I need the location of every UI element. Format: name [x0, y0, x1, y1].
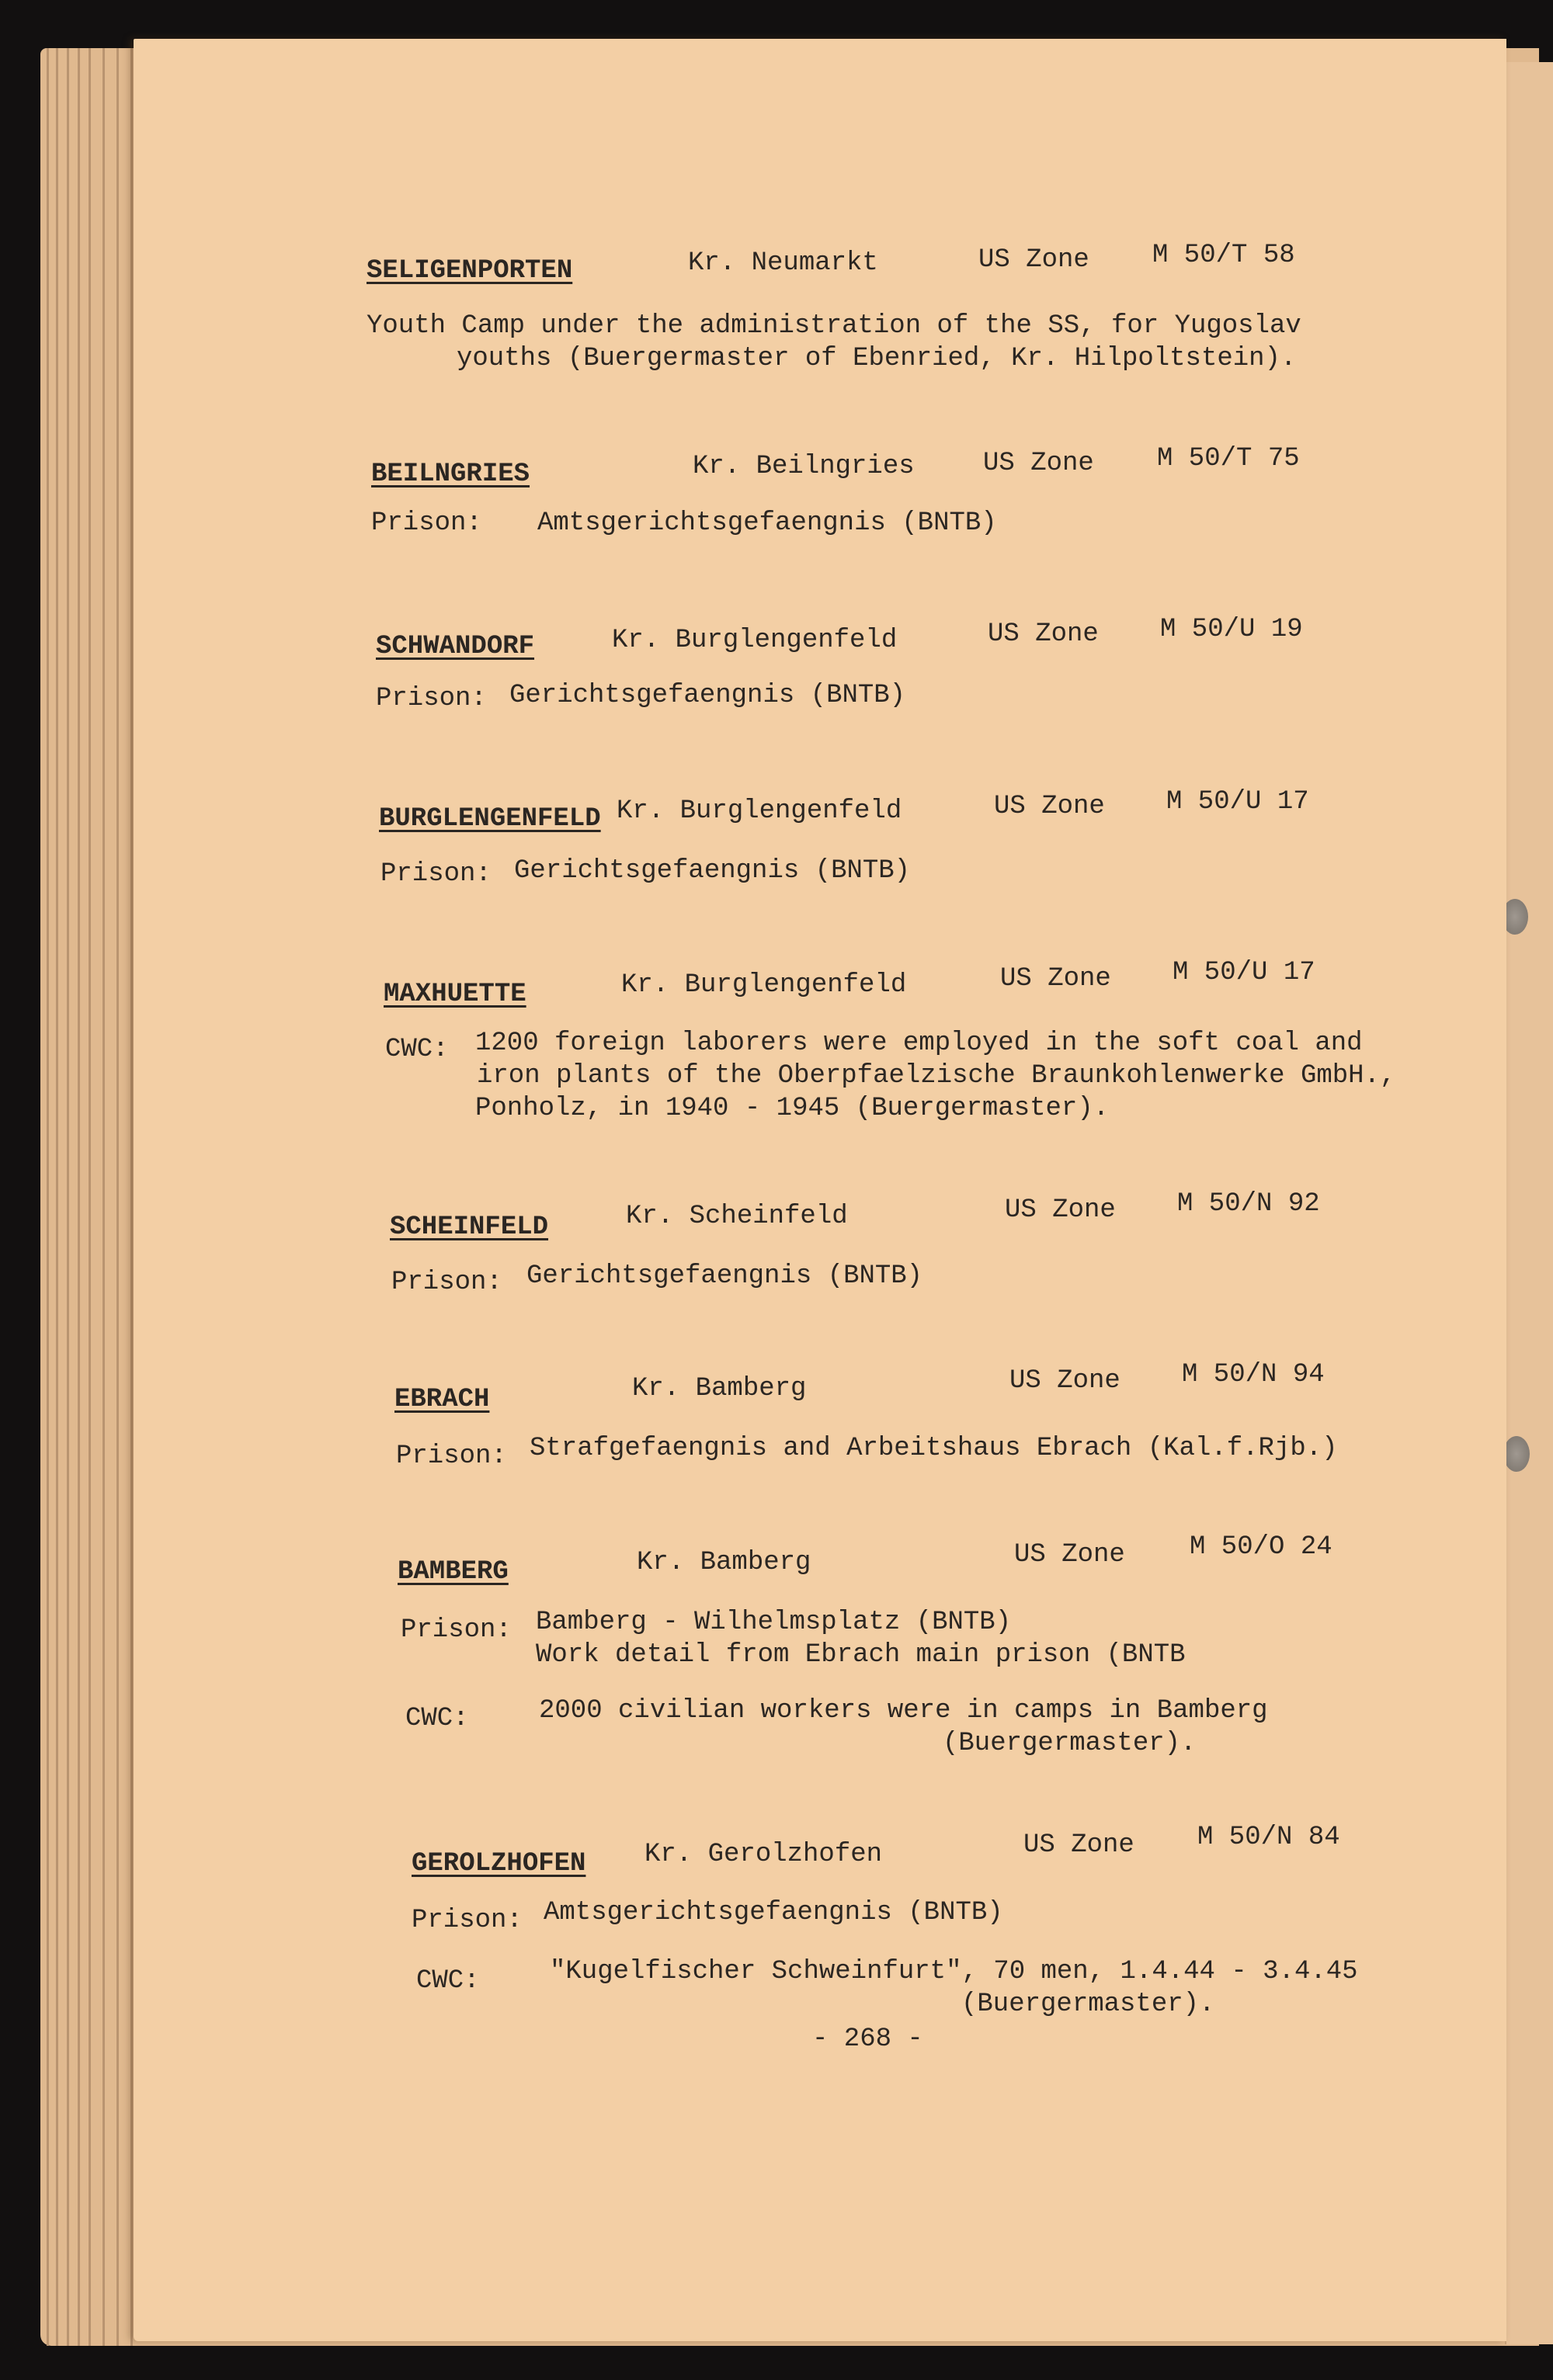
entry-zone: US Zone — [988, 619, 1099, 649]
entry-label: Prison: — [391, 1268, 502, 1297]
entry-kreis: Kr. Burglengenfeld — [621, 970, 907, 1000]
entry-text-line: Youth Camp under the administration of the SS, for Yugoslav — [367, 311, 1301, 341]
entry-zone: US Zone — [983, 449, 1094, 478]
entry-ref: M 50/U 19 — [1160, 615, 1303, 644]
entry-place: BAMBERG — [398, 1557, 509, 1587]
entry-zone: US Zone — [1009, 1366, 1120, 1396]
entry-place: SELIGENPORTEN — [367, 256, 573, 286]
entry-text-line: Gerichtsgefaengnis (BNTB) — [514, 856, 911, 886]
entry-label: Prison: — [371, 508, 482, 538]
entry-zone: US Zone — [1000, 964, 1111, 994]
entry-label: CWC: — [416, 1966, 480, 1996]
entry-text-line: 1200 foreign laborers were employed in the soft coal and — [475, 1029, 1363, 1058]
entry-label: Prison: — [396, 1442, 507, 1471]
entry-kreis: Kr. Gerolzhofen — [644, 1840, 883, 1869]
entry-place: BURGLENGENFELD — [379, 804, 601, 834]
entry-place: MAXHUETTE — [384, 980, 526, 1009]
entry-kreis: Kr. Beilngries — [693, 452, 915, 481]
entry-text-line: Work detail from Ebrach main prison (BNTB — [536, 1640, 1186, 1670]
entry-place: SCHWANDORF — [376, 632, 535, 661]
binder-hole — [1503, 1436, 1530, 1472]
entry-place: BEILNGRIES — [371, 460, 530, 489]
entry-kreis: Kr. Burglengenfeld — [612, 626, 898, 655]
entry-ref: M 50/O 24 — [1190, 1532, 1332, 1562]
entry-label: CWC: — [385, 1035, 449, 1064]
entry-ref: M 50/T 58 — [1152, 241, 1295, 270]
entry-zone: US Zone — [1014, 1540, 1125, 1570]
entry-ref: M 50/T 75 — [1157, 444, 1300, 474]
entry-text-line: youths (Buergermaster of Ebenried, Kr. Hilpoltstein). — [457, 344, 1297, 373]
entry-text-line: Strafgefaengnis and Arbeitshaus Ebrach (Kal.f.Rjb.) — [530, 1434, 1338, 1463]
entry-label: Prison: — [401, 1615, 512, 1645]
entry-zone: US Zone — [1005, 1195, 1116, 1225]
page-number: - 268 - — [812, 2024, 923, 2054]
entry-ref: M 50/N 92 — [1177, 1189, 1320, 1219]
entry-ref: M 50/U 17 — [1166, 787, 1309, 817]
entry-kreis: Kr. Burglengenfeld — [617, 796, 902, 826]
entry-text-line: Gerichtsgefaengnis (BNTB) — [526, 1261, 923, 1291]
entry-kreis: Kr. Neumarkt — [688, 248, 878, 278]
entry-text-line: (Buergermaster). — [943, 1729, 1197, 1758]
entry-text-line: Amtsgerichtsgefaengnis (BNTB) — [537, 508, 997, 538]
entry-kreis: Kr. Bamberg — [637, 1548, 811, 1577]
entry-place: EBRACH — [394, 1385, 490, 1414]
entry-label: Prison: — [412, 1906, 523, 1935]
entry-place: SCHEINFELD — [390, 1213, 549, 1242]
entry-kreis: Kr. Bamberg — [632, 1374, 807, 1403]
entry-place: GEROLZHOFEN — [412, 1849, 586, 1879]
entry-ref: M 50/N 94 — [1182, 1360, 1325, 1389]
entry-text-line: (Buergermaster). — [961, 1990, 1215, 2019]
entry-text-line: Amtsgerichtsgefaengnis (BNTB) — [544, 1898, 1003, 1927]
entry-text-line: 2000 civilian workers were in camps in Bamberg — [539, 1696, 1268, 1726]
entry-zone: US Zone — [1023, 1830, 1134, 1860]
entry-text-line: "Kugelfischer Schweinfurt", 70 men, 1.4.44 - 3.4.45 — [550, 1957, 1358, 1986]
entry-label: Prison: — [380, 859, 492, 889]
entry-text-line: Bamberg - Wilhelmsplatz (BNTB) — [536, 1608, 1012, 1637]
entry-label: Prison: — [376, 684, 487, 713]
entry-label: CWC: — [405, 1704, 469, 1733]
facing-page-edge — [1505, 62, 1553, 2344]
entry-zone: US Zone — [994, 792, 1105, 821]
entry-text-line: Gerichtsgefaengnis (BNTB) — [509, 681, 906, 710]
entry-kreis: Kr. Scheinfeld — [626, 1202, 848, 1231]
entry-ref: M 50/N 84 — [1197, 1823, 1340, 1852]
entry-ref: M 50/U 17 — [1173, 958, 1315, 987]
entry-zone: US Zone — [978, 245, 1089, 275]
entry-text-line: iron plants of the Oberpfaelzische Braunkohlenwerke GmbH., — [477, 1061, 1396, 1091]
entry-text-line: Ponholz, in 1940 - 1945 (Buergermaster). — [475, 1094, 1110, 1123]
